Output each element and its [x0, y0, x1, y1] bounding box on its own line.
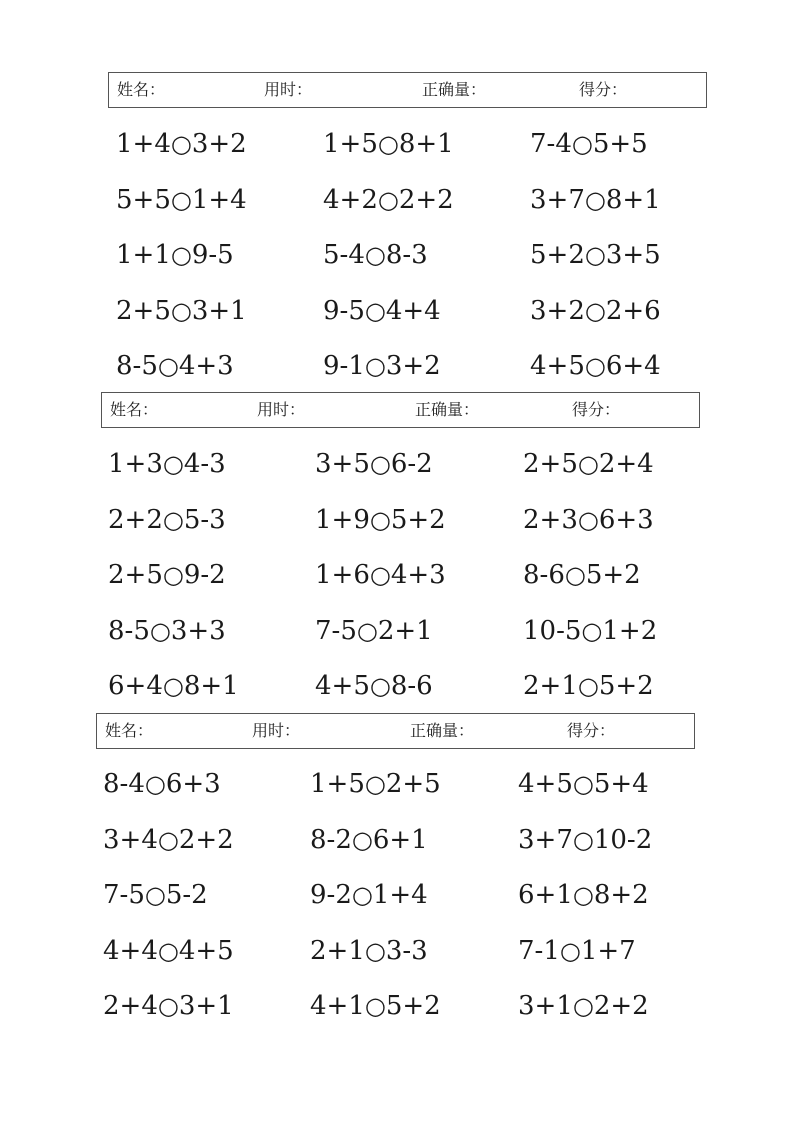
right-expression: 6+3: [598, 504, 654, 535]
left-expression: 8-4: [103, 769, 145, 799]
answer-circle[interactable]: ○: [377, 185, 399, 214]
left-expression: 4+1: [310, 991, 365, 1021]
right-expression: 3+1: [191, 295, 247, 326]
comparison-problem: [530, 185, 661, 215]
right-expression: 8+1: [398, 129, 454, 159]
comparison-problem: [116, 240, 234, 270]
comparison-problem: [323, 351, 441, 381]
left-expression: 4+2: [323, 184, 378, 215]
answer-circle[interactable]: ○: [572, 825, 594, 854]
answer-circle[interactable]: ○: [369, 561, 391, 589]
left-expression: 3+7: [518, 824, 573, 855]
answer-circle[interactable]: ○: [559, 936, 581, 965]
comparison-problem: [518, 825, 652, 855]
comparison-problem: [518, 880, 649, 910]
comparison-problem: [310, 769, 441, 799]
answer-circle[interactable]: ○: [584, 352, 606, 380]
comparison-problem: [108, 560, 226, 590]
comparison-problem: [323, 296, 441, 326]
left-expression: 5-4: [323, 240, 365, 270]
left-expression: 8-2: [310, 824, 352, 855]
right-expression: 8-6: [390, 671, 433, 701]
right-expression: 5+2: [598, 671, 654, 701]
left-expression: 5+2: [530, 240, 585, 270]
left-expression: 2+2: [108, 504, 163, 535]
comparison-problem: [315, 560, 446, 590]
answer-circle[interactable]: ○: [571, 130, 593, 158]
answer-circle[interactable]: ○: [577, 450, 599, 478]
comparison-problem: [103, 769, 221, 799]
right-expression: 5+2: [585, 560, 641, 590]
right-expression: 2+4: [598, 449, 654, 479]
right-expression: 4+3: [178, 351, 234, 381]
left-expression: 3+2: [530, 295, 585, 326]
comparison-problem: [103, 825, 234, 855]
left-expression: 2+4: [103, 991, 158, 1021]
answer-circle[interactable]: ○: [364, 936, 386, 965]
answer-circle[interactable]: ○: [364, 352, 386, 380]
student-info-header: [96, 713, 695, 749]
right-expression: 2+6: [605, 295, 661, 326]
comparison-problem: [103, 936, 234, 966]
time-field-label: 用时：: [257, 400, 306, 419]
left-expression: 4+5: [518, 769, 573, 799]
answer-circle[interactable]: ○: [149, 616, 171, 645]
comparison-problem: [116, 296, 247, 326]
right-expression: 2+2: [178, 824, 234, 855]
answer-circle[interactable]: ○: [162, 561, 184, 589]
answer-circle[interactable]: ○: [584, 185, 606, 214]
right-expression: 5-3: [183, 504, 226, 535]
right-expression: 2+2: [593, 991, 649, 1021]
answer-circle[interactable]: ○: [144, 881, 166, 909]
comparison-problem: [523, 616, 657, 646]
score-label: 得分：: [579, 80, 628, 99]
left-expression: 2+5: [108, 560, 163, 590]
score-label: 得分：: [567, 721, 616, 740]
student-info-header: [101, 392, 700, 428]
left-expression: 3+1: [518, 991, 573, 1021]
left-expression: 8-5: [108, 615, 150, 646]
left-expression: 9-1: [323, 351, 365, 381]
left-expression: 4+5: [530, 351, 585, 381]
left-expression: 3+7: [530, 184, 585, 215]
answer-circle[interactable]: ○: [369, 505, 391, 534]
answer-circle[interactable]: ○: [157, 992, 179, 1020]
comparison-problem: [323, 185, 454, 215]
answer-circle[interactable]: ○: [144, 770, 166, 798]
left-expression: 3+5: [315, 449, 370, 479]
right-expression: 2+1: [377, 615, 433, 646]
answer-circle[interactable]: ○: [369, 672, 391, 700]
comparison-problem: [530, 129, 648, 159]
comparison-problem: [323, 129, 454, 159]
comparison-problem: [530, 351, 661, 381]
comparison-problem: [108, 449, 226, 479]
comparison-problem: [530, 296, 661, 326]
left-expression: 1+5: [323, 129, 378, 159]
left-expression: 4+5: [315, 671, 370, 701]
left-expression: 6+1: [518, 880, 573, 910]
left-expression: 1+1: [116, 240, 171, 270]
right-expression: 3+5: [605, 240, 661, 270]
left-expression: 7-4: [530, 129, 572, 159]
left-expression: 3+4: [103, 824, 158, 855]
right-expression: 5+2: [390, 504, 446, 535]
right-expression: 4+5: [178, 935, 234, 966]
left-expression: 1+6: [315, 560, 370, 590]
answer-circle[interactable]: ○: [157, 352, 179, 380]
answer-circle[interactable]: ○: [572, 770, 594, 798]
right-expression: 8+1: [605, 184, 661, 215]
left-expression: 5+5: [116, 184, 171, 215]
answer-circle[interactable]: ○: [364, 241, 386, 269]
right-expression: 1+4: [191, 184, 247, 215]
right-expression: 9-2: [183, 560, 226, 590]
name-field-label: 姓名：: [105, 721, 154, 740]
left-expression: 2+1: [523, 671, 578, 701]
answer-circle[interactable]: ○: [157, 825, 179, 854]
answer-circle[interactable]: ○: [170, 130, 192, 158]
left-expression: 2+1: [310, 935, 365, 966]
answer-circle[interactable]: ○: [364, 770, 386, 798]
score-label: 得分：: [572, 400, 621, 419]
right-expression: 6+3: [165, 769, 221, 799]
answer-circle[interactable]: ○: [162, 505, 184, 534]
comparison-problem: [103, 991, 234, 1021]
comparison-problem: [315, 616, 433, 646]
name-field-label: 姓名：: [110, 400, 159, 419]
left-expression: 9-5: [323, 295, 365, 326]
comparison-problem: [310, 991, 441, 1021]
left-expression: 7-5: [315, 615, 357, 646]
right-expression: 5+2: [385, 991, 441, 1021]
comparison-problem: [523, 449, 654, 479]
right-expression: 2+2: [398, 184, 454, 215]
correct-count-label: 正确量：: [422, 80, 487, 99]
right-expression: 8-3: [385, 240, 428, 270]
right-expression: 1+2: [602, 615, 658, 646]
left-expression: 8-5: [116, 351, 158, 381]
comparison-problem: [103, 880, 208, 910]
comparison-problem: [518, 936, 636, 966]
right-expression: 8+2: [593, 880, 649, 910]
answer-circle[interactable]: ○: [572, 992, 594, 1020]
comparison-problem: [310, 880, 428, 910]
left-expression: 6+4: [108, 671, 163, 701]
comparison-problem: [315, 505, 446, 535]
left-expression: 4+4: [103, 935, 158, 966]
right-expression: 3+2: [385, 351, 441, 381]
left-expression: 2+5: [523, 449, 578, 479]
correct-count-label: 正确量：: [415, 400, 480, 419]
answer-circle[interactable]: ○: [377, 130, 399, 158]
comparison-problem: [518, 769, 649, 799]
comparison-problem: [523, 505, 654, 535]
right-expression: 8+1: [183, 671, 239, 701]
comparison-problem: [315, 671, 433, 701]
right-expression: 1+4: [372, 880, 428, 910]
comparison-problem: [108, 671, 239, 701]
answer-circle[interactable]: ○: [584, 241, 606, 269]
answer-circle[interactable]: ○: [584, 296, 606, 325]
answer-circle[interactable]: ○: [577, 672, 599, 700]
answer-circle[interactable]: ○: [170, 296, 192, 325]
comparison-problem: [116, 185, 247, 215]
left-expression: 1+9: [315, 504, 370, 535]
answer-circle[interactable]: ○: [170, 185, 192, 214]
right-expression: 4+4: [385, 295, 441, 326]
right-expression: 3+3: [170, 615, 226, 646]
left-expression: 1+3: [108, 449, 163, 479]
left-expression: 1+4: [116, 129, 171, 159]
correct-count-label: 正确量：: [410, 721, 475, 740]
comparison-problem: [108, 616, 226, 646]
comparison-problem: [518, 991, 649, 1021]
right-expression: 3+2: [191, 129, 247, 159]
answer-circle[interactable]: ○: [162, 672, 184, 700]
right-expression: 3+1: [178, 991, 234, 1021]
comparison-problem: [116, 351, 234, 381]
right-expression: 2+5: [385, 769, 441, 799]
left-expression: 8-6: [523, 560, 565, 590]
left-expression: 10-5: [523, 615, 582, 646]
left-expression: 7-1: [518, 935, 560, 966]
answer-circle[interactable]: ○: [564, 561, 586, 589]
answer-circle[interactable]: ○: [369, 450, 391, 478]
answer-circle[interactable]: ○: [351, 881, 373, 909]
answer-circle[interactable]: ○: [356, 616, 378, 645]
answer-circle[interactable]: ○: [170, 241, 192, 269]
comparison-problem: [523, 671, 654, 701]
left-expression: 7-5: [103, 880, 145, 910]
comparison-problem: [108, 505, 226, 535]
answer-circle[interactable]: ○: [157, 936, 179, 965]
right-expression: 4-3: [183, 449, 226, 479]
comparison-problem: [310, 825, 428, 855]
comparison-problem: [530, 240, 661, 270]
answer-circle[interactable]: ○: [577, 505, 599, 534]
answer-circle[interactable]: ○: [364, 296, 386, 325]
right-expression: 9-5: [191, 240, 234, 270]
right-expression: 6-2: [390, 449, 433, 479]
left-expression: 1+5: [310, 769, 365, 799]
answer-circle[interactable]: ○: [364, 992, 386, 1020]
right-expression: 5-2: [165, 880, 208, 910]
right-expression: 5+4: [593, 769, 649, 799]
time-field-label: 用时：: [264, 80, 313, 99]
comparison-problem: [323, 240, 428, 270]
comparison-problem: [116, 129, 247, 159]
left-expression: 9-2: [310, 880, 352, 910]
answer-circle[interactable]: ○: [572, 881, 594, 909]
right-expression: 5+5: [592, 129, 648, 159]
left-expression: 2+3: [523, 504, 578, 535]
answer-circle[interactable]: ○: [351, 825, 373, 854]
right-expression: 3-3: [385, 935, 428, 966]
name-field-label: 姓名：: [117, 80, 166, 99]
answer-circle[interactable]: ○: [162, 450, 184, 478]
comparison-problem: [315, 449, 433, 479]
left-expression: 2+5: [116, 295, 171, 326]
right-expression: 10-2: [593, 824, 653, 855]
right-expression: 6+4: [605, 351, 661, 381]
right-expression: 6+1: [372, 824, 428, 855]
right-expression: 1+7: [580, 935, 636, 966]
comparison-problem: [523, 560, 641, 590]
right-expression: 4+3: [390, 560, 446, 590]
answer-circle[interactable]: ○: [581, 616, 603, 645]
comparison-problem: [310, 936, 428, 966]
time-field-label: 用时：: [252, 721, 301, 740]
student-info-header: [108, 72, 707, 108]
